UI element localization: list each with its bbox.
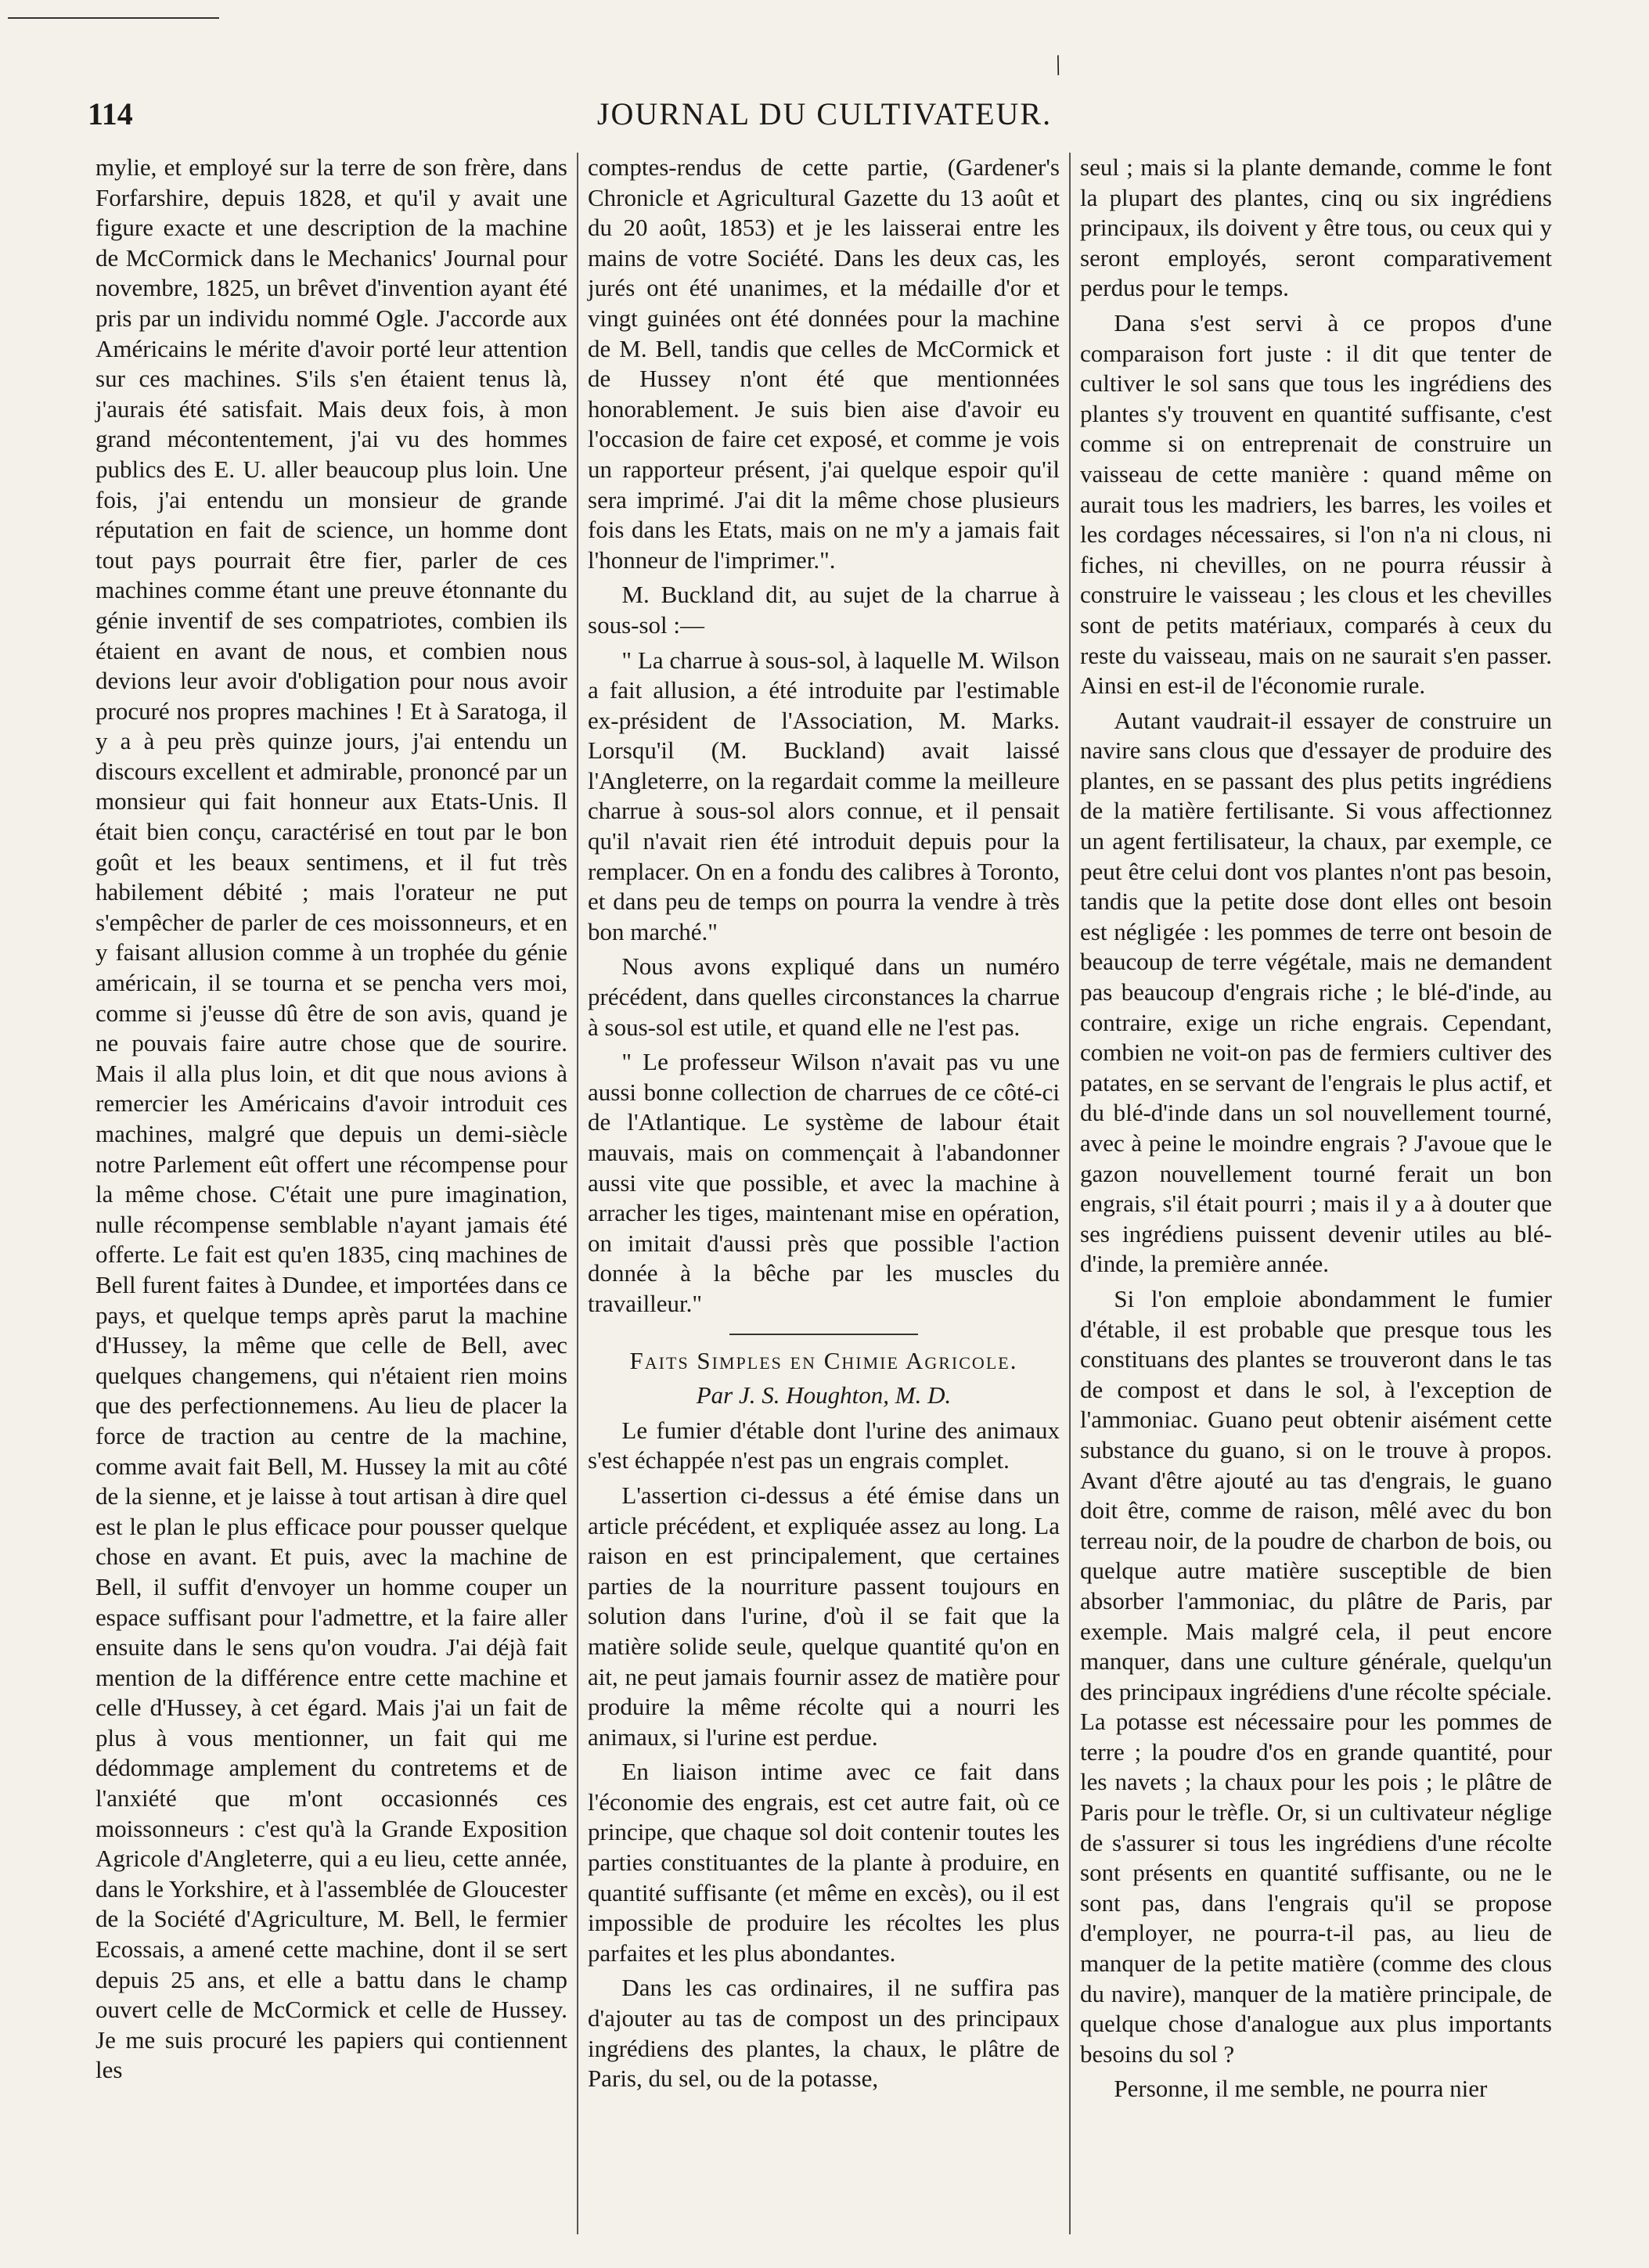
page-number: 114: [88, 96, 133, 131]
paragraph: " La charrue à sous-sol, à laquelle M. Wilson a fait allusion, a été introduite par l'estimable ex-président de l'Association, M. Marks. Lorsqu'il (M. Buckland) avait laissé l'Angleterre, on la regardait comme la meilleure charrue à sous-sol alors connue, et il pensait qu'il n'avait rien été introduit depuis pour la remplacer. On en a fondu des calibres à Toronto, et dans peu de temps on pourra la vendre à très bon marché.": [588, 646, 1060, 945]
paragraph: Autant vaudrait-il essayer de construire un navire sans clous que d'essayer de produire des plantes, en se passant des plus petits ingrédiens de la matière fertilisante. Si vous affectionnez un agent fertilisateur, la chaux, par exemple, ce peut être celui dont vos plantes n'ont pas besoin, tandis que la petite dose dont elles ont besoin est négligée : les pommes de terre ont besoin de beaucoup de terre végétale, mais ne demandent pas beaucoup d'engrais riche ; le blé-d'inde, au contraire, exige un riche engrais. Cependant, combien ne voit-on pas de fermiers cultiver des patates, en se servant de l'engrais le plus actif, et du blé-d'inde dans un sol nouvellement tourné, avec à peine le moindre engrais ? J'avoue que le gazon nouvellement tourné ferait un bon engrais, s'il était pourri ; mais il y a à douter que ses ingrédiens puissent devenir utiles au blé-d'inde, la première année.: [1080, 706, 1552, 1278]
paragraph: L'assertion ci-dessus a été émise dans un article précédent, et expliquée assez au long. La raison en est principalement, que certaines parties de la nourriture passent toujours en solution dans l'urine, d'où il se fait que la matière solide seule, quelque quantité qu'on en ait, ne peut jamais fournir assez de matière pour produire la même récolte qui a nourri les animaux, si l'urine est perdue.: [588, 1481, 1060, 1751]
text-columns: [86, 153, 1561, 2234]
paragraph: Dana s'est servi à ce propos d'une comparaison fort juste : il dit que tenter de cultiver le sol sans que tous les ingrédiens des plantes s'y trouvent en quantité suffisante, c'est comme si on entreprenait de construire un vaisseau de cette manière : quand même on aurait tous les madriers, les barres, les voiles et les cordages nécessaires, si l'on n'a ni clous, ni fiches, ni chevilles, on ne pourra réussir à construire le vaisseau ; les clous et les chevilles sont de petits matériaux, comparés à ceux du reste du vaisseau, mais on ne saurait s'en passer. Ainsi en est-il de l'économie rurale.: [1080, 308, 1552, 700]
column-1: [86, 153, 577, 2234]
paragraph: Le fumier d'étable dont l'urine des animaux s'est échappée n'est pas un engrais complet.: [588, 1416, 1060, 1474]
top-rule: [8, 17, 219, 19]
paragraph: seul ; mais si la plante demande, comme le font la plupart des plantes, cinq ou six ingrédiens principaux, ils doivent y être tous, ou ceux qui y seront employés, seront comparativement perdus pour le temps.: [1080, 153, 1552, 302]
column-3: [1069, 153, 1561, 2234]
column-2: [577, 153, 1069, 2234]
section-title: Faits Simples en Chimie Agricole.: [629, 1346, 1018, 1374]
paragraph: Personne, il me semble, ne pourra nier: [1114, 2075, 1488, 2103]
paragraph: Si l'on emploie abondamment le fumier d'étable, il est probable que presque tous les constituans des plantes se trouveront dans le tas de compost et dans le sol, à l'exception de l'ammoniac. Guano peut obtenir aisément cette substance du guano, si on le trouve à propos. Avant d'être ajouté au tas d'engrais, le guano doit être, comme de raison, mêlé avec du bon terreau noir, de la poudre de charbon de bois, ou quelque autre matière susceptible de bien absorber l'ammoniac, du plâtre de Paris, par exemple. Mais malgré cela, il peut encore manquer, dans une culture générale, quelqu'un des principaux ingrédiens d'une récolte spéciale. La potasse est nécessaire pour les pommes de terre ; la poudre d'os en grande quantité, pour les navets ; la chaux pour les pois ; le plâtre de Paris pour le trèfle. Or, si un cultivateur néglige de s'assurer si tous les ingrédiens d'une récolte sont présents en quantité suffisante, ou ne le sont pas, dans l'engrais qu'il se propose d'employer, ne pourra-t-il pas, au lieu de manquer de la petite matière (comme des clous du navire), manquer de la matière principale, de quelque chose d'analogue aux plus importants besoins du sol ?: [1080, 1284, 1552, 2068]
paragraph: comptes-rendus de cette partie, (Gardener's Chronicle et Agricultural Gazette du 13 août et du 20 août, 1853) et je les laisserai entre les mains de votre Société. Dans les deux cas, les jurés ont été unanimes, et la médaille d'or et vingt guinées ont été données pour la machine de M. Bell, tandis que celles de McCormick et de Hussey n'ont été que mentionnées honorablement. Je suis bien aise d'avoir eu l'occasion de faire cet exposé, et comme je vois un rapporteur présent, j'ai quelque espoir qu'il sera imprimé. J'ai dit la même chose plusieurs fois dans les Etats, mais on ne m'y a jamais fait l'honneur de l'imprimer.".: [588, 153, 1060, 574]
tick-mark: /: [1049, 49, 1068, 81]
paragraph: M. Buckland dit, au sujet de la charrue à sous-sol :—: [588, 581, 1060, 639]
running-title: JOURNAL DU CULTIVATEUR.: [596, 96, 1053, 131]
paragraph: Dans les cas ordinaires, il ne suffira pas d'ajouter au tas de compost un des principaux ingrédiens des plantes, la chaux, le plâtre de Paris, du sel, ou de la potasse,: [588, 1974, 1060, 2093]
section-divider: [729, 1334, 918, 1335]
paragraph: Nous avons expliqué dans un numéro précédent, dans quelles circonstances la charrue à sous-sol est utile, et quand elle ne l'est pas.: [588, 952, 1060, 1041]
byline: Par J. S. Houghton, M. D.: [696, 1381, 952, 1409]
paragraph: En liaison intime avec ce fait dans l'économie des engrais, est cet autre fait, où ce principe, que chaque sol doit contenir toutes les parties constituantes de la plante à produire, en quantité suffisante (et même en excès), ou il est impossible de produire les récoltes les plus parfaites et les plus abondantes.: [588, 1758, 1060, 1967]
paragraph: " Le professeur Wilson n'avait pas vu une aussi bonne collection de charrues de ce côté-ci de l'Atlantique. Le système de labour était mauvais, mais on commençait à l'abandonner aussi vite que possible, et avec la machine à arracher les tiges, maintenant mise en opération, on imitait d'aussi près que possible l'action donnée à la bêche par les muscles du travailleur.": [588, 1048, 1060, 1317]
paragraph: mylie, et employé sur la terre de son frère, dans Forfarshire, depuis 1828, et qu'il y avait une figure exacte et une description de la machine de McCormick dans le Mechanics' Journal pour novembre, 1825, un brêvet d'invention ayant été pris par un individu nommé Ogle. J'accorde aux Américains le mérite d'avoir porté leur attention sur ces machines. S'ils s'en étaient tenus là, j'aurais été satisfait. Mais deux fois, à mon grand mécontentement, j'ai vu des hommes publics des E. U. aller beaucoup plus loin. Une fois, j'ai entendu un monsieur de grande réputation en fait de science, un homme dont tout pays pourrait être fier, parler de ces machines comme étant une preuve étonnante du génie inventif de ses compatriotes, combien ils étaient en avant de nous, et combien nous devions leur avoir d'obligation pour nous avoir procuré nos propres machines ! Et à Saratoga, il y a à peu près quinze jours, j'ai entendu un discours excellent et admirable, prononcé par un monsieur qui fait honneur aux Etats-Unis. Il était bien conçu, caractérisé en tout par le bon goût et les beaux sentimens, et il fut très habilement débité ; mais l'orateur ne put s'empêcher de parler de ces moissonneurs, et en y faisant allusion comme à un trophée du génie américain, il se tourna et se pencha vers moi, comme si j'eusse dû être de son avis, quand je ne pouvais faire autre chose que de sourire. Mais il alla plus loin, et dit que nous avions à remercier les Américains d'avoir introduit ces machines, malgré que depuis un demi-siècle notre Parlement eût offert une récompense pour la même chose. C'était une pure imagination, nulle récompense semblable n'ayant jamais été offerte. Le fait est qu'en 1835, cinq machines de Bell furent faites à Dundee, et importées dans ce pays, et quelque temps après parut la machine d'Hussey, la même que celle de Bell, avec quelques changemens, qui n'étaient rien moins que des perfectionnemens. Au lieu de placer la force de traction au centre de la machine, comme avait fait Bell, M. Hussey la mit au côté de la sienne, et je laisse à tout artisan à dire quel est le plan le plus efficace pour pousser quelque chose en avant. Et puis, avec la machine de Bell, il suffit d'envoyer un homme couper un espace suffisant pour l'admettre, et la faire aller ensuite dans le sens qu'on voudra. J'ai déjà fait mention de la différence entre cette machine et celle d'Hussey, à cet égard. Mais j'ai un fait de plus à vous mentionner, un fait qui me dédommage amplement du contretems et de l'anxiété que m'ont occasionnés ces moissonneurs : c'est qu'à la Grande Exposition Agricole d'Angleterre, qui a eu lieu, cette année, dans le Yorkshire, et à l'assemblée de Gloucester de la Société d'Agriculture, M. Bell, le fermier Ecossais, a amené cette machine, dont il se sert depuis 25 ans, et elle a battu dans le champ ouvert celle de McCormick et celle de Hussey. Je me suis procuré les papiers qui contiennent les: [95, 153, 567, 2084]
